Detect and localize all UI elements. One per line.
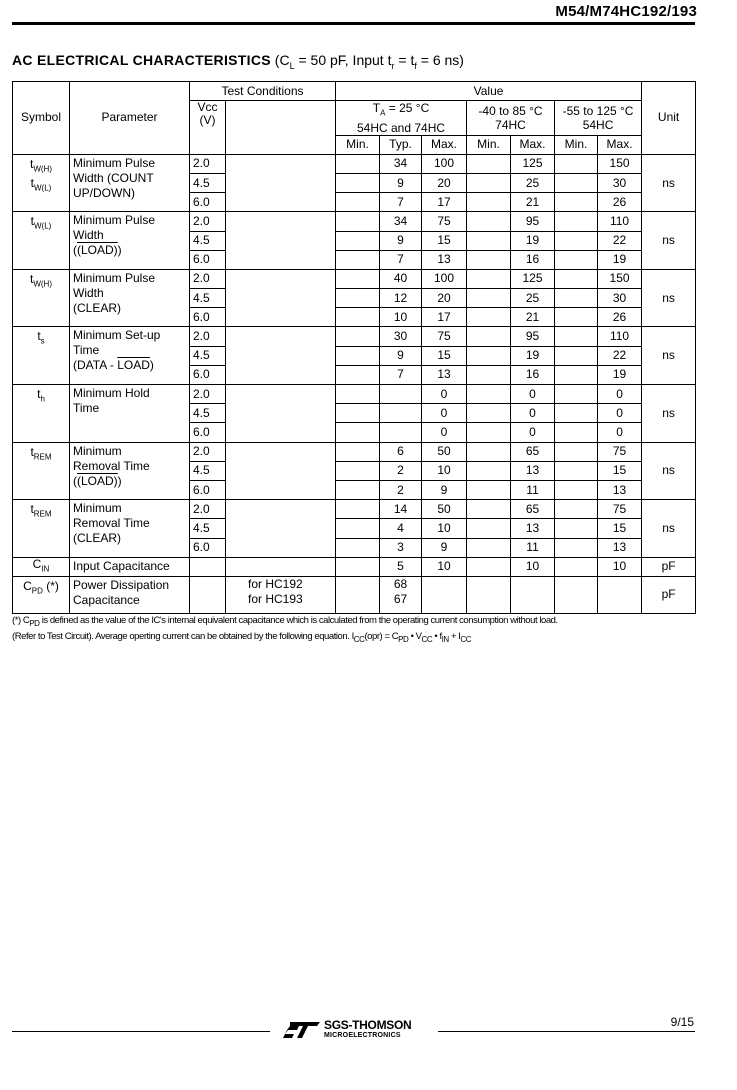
min-cell bbox=[467, 519, 511, 538]
max-cell: 0 bbox=[422, 423, 467, 442]
unit-cell: ns bbox=[642, 212, 696, 270]
condition-cell bbox=[226, 212, 336, 270]
max-cell: 10 bbox=[422, 519, 467, 538]
vcc-cell: 4.5 bbox=[190, 461, 226, 480]
max-cell: 15 bbox=[598, 519, 642, 538]
min-cell bbox=[555, 269, 598, 288]
min-cell bbox=[467, 212, 511, 231]
typ-cell: 7 bbox=[380, 365, 422, 384]
min-cell bbox=[336, 557, 380, 576]
header-min-2: Min. bbox=[467, 135, 511, 154]
table-row-cin bbox=[13, 557, 696, 576]
min-cell bbox=[467, 538, 511, 557]
min-cell bbox=[555, 404, 598, 423]
min-cell bbox=[555, 461, 598, 480]
max-cell: 20 bbox=[422, 173, 467, 192]
header-max-2: Max. bbox=[511, 135, 555, 154]
max-cell: 11 bbox=[511, 480, 555, 499]
min-cell bbox=[467, 231, 511, 250]
symbol-cell: $t_{REM}$ bbox=[13, 442, 70, 500]
max-cell: 110 bbox=[598, 327, 642, 346]
min-cell bbox=[467, 423, 511, 442]
typ-cell: 7 bbox=[380, 250, 422, 269]
max-cell: 125 bbox=[511, 154, 555, 173]
min-cell bbox=[555, 212, 598, 231]
condition-cell bbox=[226, 442, 336, 500]
max-cell: 150 bbox=[598, 154, 642, 173]
max-cell: 75 bbox=[598, 442, 642, 461]
max-cell: 17 bbox=[422, 308, 467, 327]
min-cell bbox=[555, 538, 598, 557]
typ-cell: 10 bbox=[380, 308, 422, 327]
typ-cell: 6 bbox=[380, 442, 422, 461]
min-cell bbox=[336, 442, 380, 461]
condition-cell bbox=[226, 327, 336, 385]
max-cell: 10 bbox=[511, 557, 555, 576]
typ-cell: 2 bbox=[380, 480, 422, 499]
typ-cell: 12 bbox=[380, 289, 422, 308]
min-cell bbox=[336, 500, 380, 519]
min-cell bbox=[336, 385, 380, 404]
min-cell bbox=[467, 269, 511, 288]
header-symbol: Symbol bbox=[13, 82, 70, 155]
unit-cell: ns bbox=[642, 269, 696, 327]
min-cell bbox=[555, 423, 598, 442]
min-cell bbox=[555, 231, 598, 250]
parameter-cell: Minimum Removal Time ((LOAD)) bbox=[70, 442, 190, 500]
parameter-cell: Minimum Pulse Width (CLEAR) bbox=[70, 269, 190, 327]
max-cell: 9 bbox=[422, 480, 467, 499]
vcc-cell: 6.0 bbox=[190, 193, 226, 212]
max-cell: 0 bbox=[598, 423, 642, 442]
min-cell bbox=[336, 423, 380, 442]
unit-cell: pF bbox=[642, 557, 696, 576]
min-cell bbox=[555, 250, 598, 269]
vcc-cell: 2.0 bbox=[190, 154, 226, 173]
symbol-cell: $t_s$ bbox=[13, 327, 70, 385]
max-cell: 0 bbox=[511, 423, 555, 442]
min-cell bbox=[555, 557, 598, 576]
max-cell: 26 bbox=[598, 308, 642, 327]
min-cell bbox=[336, 289, 380, 308]
max-cell: 17 bbox=[422, 193, 467, 212]
footnote-line-1: (*) $C_{PD}$ is defined as the value of the IC's internal equivalent capacitance which is calculated from the operating current consumption without load. bbox=[12, 615, 558, 628]
symbol-cell: $t_{REM}$ bbox=[13, 500, 70, 558]
footnote bbox=[12, 614, 702, 646]
min-cell bbox=[336, 212, 380, 231]
header-test-conditions-blank bbox=[226, 101, 336, 155]
header-typ-1: Typ. bbox=[380, 135, 422, 154]
max-cell: 65 bbox=[511, 500, 555, 519]
vcc-cell: 2.0 bbox=[190, 500, 226, 519]
vcc-cell: 2.0 bbox=[190, 269, 226, 288]
max-cell: 13 bbox=[511, 461, 555, 480]
min-cell bbox=[467, 154, 511, 173]
typ-cell: 5 bbox=[380, 557, 422, 576]
vcc-cell: 4.5 bbox=[190, 289, 226, 308]
header-temp-25: $T_A = 25$ °C 54HC and 74HC bbox=[336, 101, 467, 135]
min-cell bbox=[336, 404, 380, 423]
parameter-cell: Minimum Pulse Width ((LOAD)) bbox=[70, 212, 190, 270]
max-cell: 30 bbox=[598, 289, 642, 308]
max-cell: 95 bbox=[511, 327, 555, 346]
vcc-cell bbox=[190, 576, 226, 613]
vcc-cell: 4.5 bbox=[190, 346, 226, 365]
max-cell: 19 bbox=[511, 346, 555, 365]
min-cell bbox=[555, 480, 598, 499]
min-cell bbox=[555, 365, 598, 384]
parameter-cell: Minimum Set-up Time (DATA - LOAD) bbox=[70, 327, 190, 385]
max-cell: 0 bbox=[422, 404, 467, 423]
min-cell bbox=[467, 480, 511, 499]
min-cell bbox=[555, 346, 598, 365]
unit-cell: ns bbox=[642, 385, 696, 443]
parameter-cell: Minimum Removal Time (CLEAR) bbox=[70, 500, 190, 558]
ac-characteristics-table bbox=[12, 81, 696, 614]
min-cell bbox=[467, 500, 511, 519]
min-cell bbox=[555, 308, 598, 327]
parameter-cell: Minimum Pulse Width (COUNT UP/DOWN) bbox=[70, 154, 190, 212]
typ-cell: 34 bbox=[380, 212, 422, 231]
min-cell bbox=[336, 250, 380, 269]
typ-cell bbox=[380, 404, 422, 423]
typ-cell: 4 bbox=[380, 519, 422, 538]
section-title bbox=[12, 52, 464, 71]
typ-cell: 14 bbox=[380, 500, 422, 519]
max-cell: 13 bbox=[422, 365, 467, 384]
vcc-cell: 4.5 bbox=[190, 173, 226, 192]
max-cell: 95 bbox=[511, 212, 555, 231]
min-cell bbox=[336, 365, 380, 384]
min-cell bbox=[336, 193, 380, 212]
min-cell bbox=[555, 500, 598, 519]
st-logo-icon bbox=[282, 1020, 322, 1040]
condition-cell bbox=[226, 500, 336, 558]
condition-cell bbox=[226, 385, 336, 443]
symbol-cell: $t_{W(H)}$ $t_{W(L)}$ bbox=[13, 154, 70, 212]
min-cell bbox=[555, 519, 598, 538]
max-cell: 25 bbox=[511, 289, 555, 308]
table-row bbox=[13, 385, 696, 404]
header-unit: Unit bbox=[642, 82, 696, 155]
table-row bbox=[13, 327, 696, 346]
header-max-3: Max. bbox=[598, 135, 642, 154]
company-name: SGS-THOMSON MICROELECTRONICS bbox=[324, 1018, 412, 1039]
max-cell: 50 bbox=[422, 442, 467, 461]
max-cell: 50 bbox=[422, 500, 467, 519]
min-cell bbox=[555, 173, 598, 192]
max-cell: 21 bbox=[511, 308, 555, 327]
document-header-title: M54/M74HC192/193 bbox=[555, 3, 697, 20]
header-temp-85: -40 to 85 °C 74HC bbox=[467, 101, 555, 135]
max-cell: 75 bbox=[422, 327, 467, 346]
max-cell: 19 bbox=[511, 231, 555, 250]
min-cell bbox=[467, 576, 511, 613]
max-cell: 0 bbox=[511, 404, 555, 423]
max-cell bbox=[422, 576, 467, 613]
footer-rule-left bbox=[12, 1031, 270, 1032]
min-cell bbox=[336, 538, 380, 557]
max-cell: 13 bbox=[511, 519, 555, 538]
min-cell bbox=[467, 346, 511, 365]
min-cell bbox=[467, 461, 511, 480]
header-value: Value bbox=[336, 82, 642, 101]
symbol-cell: $C_{PD}$ (*) bbox=[13, 576, 70, 613]
vcc-cell: 2.0 bbox=[190, 212, 226, 231]
condition-cell bbox=[226, 557, 336, 576]
typ-cell: 30 bbox=[380, 327, 422, 346]
max-cell: 25 bbox=[511, 173, 555, 192]
typ-cell: 40 bbox=[380, 269, 422, 288]
max-cell: 9 bbox=[422, 538, 467, 557]
max-cell: 10 bbox=[598, 557, 642, 576]
symbol-cell: $t_{W(L)}$ bbox=[13, 212, 70, 270]
header-vcc: Vcc (V) bbox=[190, 101, 226, 155]
max-cell: 13 bbox=[422, 250, 467, 269]
min-cell bbox=[467, 557, 511, 576]
typ-cell: 9 bbox=[380, 346, 422, 365]
unit-cell: ns bbox=[642, 442, 696, 500]
company-subtitle: MICROELECTRONICS bbox=[324, 1032, 401, 1039]
max-cell: 15 bbox=[598, 461, 642, 480]
min-cell bbox=[467, 173, 511, 192]
vcc-cell: 4.5 bbox=[190, 404, 226, 423]
vcc-cell: 6.0 bbox=[190, 480, 226, 499]
min-cell bbox=[336, 231, 380, 250]
table-row bbox=[13, 442, 696, 461]
max-cell: 11 bbox=[511, 538, 555, 557]
vcc-cell bbox=[190, 557, 226, 576]
min-cell bbox=[336, 480, 380, 499]
min-cell bbox=[467, 365, 511, 384]
typ-cell: 34 bbox=[380, 154, 422, 173]
typ-cell: 3 bbox=[380, 538, 422, 557]
section-title-text: AC ELECTRICAL CHARACTERISTICS bbox=[12, 52, 271, 68]
symbol-cell: $t_h$ bbox=[13, 385, 70, 443]
min-cell bbox=[336, 576, 380, 613]
min-cell bbox=[467, 308, 511, 327]
max-cell: 26 bbox=[598, 193, 642, 212]
max-cell: 125 bbox=[511, 269, 555, 288]
vcc-cell: 6.0 bbox=[190, 365, 226, 384]
max-cell bbox=[511, 576, 555, 613]
max-cell: 19 bbox=[598, 365, 642, 384]
header-max-1: Max. bbox=[422, 135, 467, 154]
max-cell: 0 bbox=[598, 385, 642, 404]
typ-cell bbox=[380, 385, 422, 404]
max-cell: 20 bbox=[422, 289, 467, 308]
min-cell bbox=[555, 327, 598, 346]
max-cell: 10 bbox=[422, 461, 467, 480]
max-cell: 110 bbox=[598, 212, 642, 231]
vcc-cell: 2.0 bbox=[190, 327, 226, 346]
max-cell: 65 bbox=[511, 442, 555, 461]
header-parameter: Parameter bbox=[70, 82, 190, 155]
unit-cell: ns bbox=[642, 500, 696, 558]
max-cell: 16 bbox=[511, 250, 555, 269]
max-cell: 150 bbox=[598, 269, 642, 288]
table-row bbox=[13, 154, 696, 173]
min-cell bbox=[467, 289, 511, 308]
max-cell: 75 bbox=[598, 500, 642, 519]
typ-cell: 9 bbox=[380, 173, 422, 192]
max-cell: 10 bbox=[422, 557, 467, 576]
min-cell bbox=[555, 193, 598, 212]
min-cell bbox=[336, 461, 380, 480]
vcc-cell: 4.5 bbox=[190, 519, 226, 538]
parameter-cell: Minimum Hold Time bbox=[70, 385, 190, 443]
min-cell bbox=[336, 173, 380, 192]
min-cell bbox=[555, 576, 598, 613]
min-cell bbox=[336, 327, 380, 346]
min-cell bbox=[467, 404, 511, 423]
typ-cell: 7 bbox=[380, 193, 422, 212]
min-cell bbox=[467, 442, 511, 461]
min-cell bbox=[467, 193, 511, 212]
max-cell: 16 bbox=[511, 365, 555, 384]
min-cell bbox=[555, 154, 598, 173]
min-cell bbox=[555, 289, 598, 308]
min-cell bbox=[555, 442, 598, 461]
page-number: 9/15 bbox=[670, 1015, 694, 1029]
header-temp-125: -55 to 125 °C 54HC bbox=[555, 101, 642, 135]
unit-cell: pF bbox=[642, 576, 696, 613]
max-cell: 19 bbox=[598, 250, 642, 269]
table-row bbox=[13, 500, 696, 519]
table-row-cpd bbox=[13, 576, 696, 613]
max-cell: 21 bbox=[511, 193, 555, 212]
vcc-cell: 2.0 bbox=[190, 385, 226, 404]
header-test-conditions: Test Conditions bbox=[190, 82, 336, 101]
max-cell bbox=[598, 576, 642, 613]
max-cell: 22 bbox=[598, 346, 642, 365]
max-cell: 15 bbox=[422, 231, 467, 250]
symbol-cell: $C_{IN}$ bbox=[13, 557, 70, 576]
min-cell bbox=[336, 308, 380, 327]
max-cell: 13 bbox=[598, 480, 642, 499]
symbol-cell: $t_{W(H)}$ bbox=[13, 269, 70, 327]
vcc-cell: 6.0 bbox=[190, 423, 226, 442]
max-cell: 75 bbox=[422, 212, 467, 231]
max-cell: 22 bbox=[598, 231, 642, 250]
min-cell bbox=[336, 269, 380, 288]
min-cell bbox=[555, 385, 598, 404]
unit-cell: ns bbox=[642, 154, 696, 212]
max-cell: 15 bbox=[422, 346, 467, 365]
table-row bbox=[13, 269, 696, 288]
condition-cell: for HC192 for HC193 bbox=[226, 576, 336, 613]
parameter-cell: Power Dissipation Capacitance bbox=[70, 576, 190, 613]
max-cell: 0 bbox=[511, 385, 555, 404]
typ-cell bbox=[380, 423, 422, 442]
max-cell: 0 bbox=[598, 404, 642, 423]
min-cell bbox=[467, 385, 511, 404]
header-min-3: Min. bbox=[555, 135, 598, 154]
max-cell: 0 bbox=[422, 385, 467, 404]
condition-cell bbox=[226, 269, 336, 327]
typ-cell: 2 bbox=[380, 461, 422, 480]
max-cell: 13 bbox=[598, 538, 642, 557]
unit-cell: ns bbox=[642, 327, 696, 385]
min-cell bbox=[467, 327, 511, 346]
max-cell: 100 bbox=[422, 269, 467, 288]
table-row bbox=[13, 212, 696, 231]
condition-cell bbox=[226, 154, 336, 212]
max-cell: 100 bbox=[422, 154, 467, 173]
vcc-cell: 6.0 bbox=[190, 250, 226, 269]
footer-rule-right bbox=[438, 1031, 695, 1032]
parameter-cell: Input Capacitance bbox=[70, 557, 190, 576]
vcc-cell: 2.0 bbox=[190, 442, 226, 461]
typ-cell: 68 67 bbox=[380, 576, 422, 613]
typ-cell: 9 bbox=[380, 231, 422, 250]
min-cell bbox=[336, 154, 380, 173]
vcc-cell: 4.5 bbox=[190, 231, 226, 250]
header-rule bbox=[12, 22, 695, 25]
header-min-1: Min. bbox=[336, 135, 380, 154]
max-cell: 30 bbox=[598, 173, 642, 192]
min-cell bbox=[336, 346, 380, 365]
min-cell bbox=[467, 250, 511, 269]
footnote-line-2: (Refer to Test Circuit). Average operting current can be obtained by the following equation. $I_{CC}(opr) = C_{PD}$ • $V_{CC}$ • $f_{IN} + I_{CC}$ bbox=[12, 630, 472, 644]
min-cell bbox=[336, 519, 380, 538]
section-condition: ($C_L = 50$ pF, Input $t_r = t_f = 6$ ns) bbox=[274, 52, 464, 71]
vcc-cell: 6.0 bbox=[190, 538, 226, 557]
vcc-cell: 6.0 bbox=[190, 308, 226, 327]
